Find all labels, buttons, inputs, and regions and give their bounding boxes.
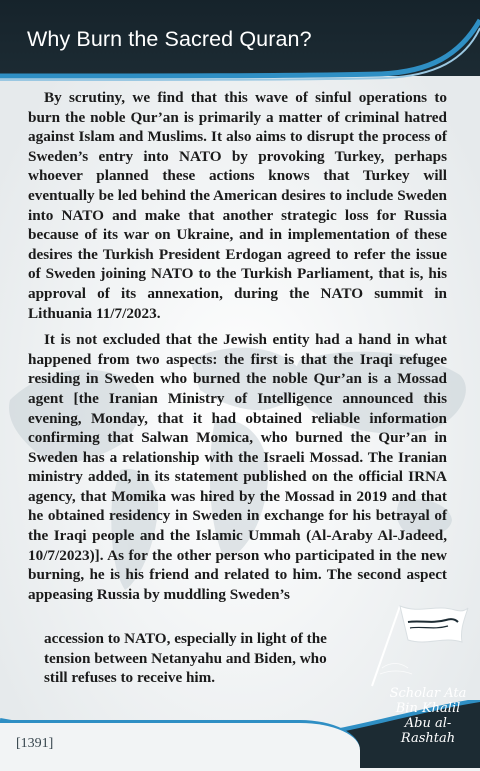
tail-line: accession to NATO, especially in light of the — [44, 630, 327, 647]
author-signature — [378, 686, 478, 746]
page-number: [1391] — [16, 736, 54, 751]
paragraph-2: It is not excluded that the Jewish entity had a hand in what happened from two aspects: the first is that the Iraqi refugee residing in Sweden who burned the noble Qur’an is a Mossad agent [the Iranian Ministry of Intelligence announced this evening, Monday, that it had obtained reliable information confirming that Salwan Momica, who burned the Qur’an in Sweden has a relationship with the Israeli Mossad. The Iranian ministry added, in its statement published on the official IRNA agency, that Momika was hired by the Mossad in 2019 and that he obtained residency in Sweden in exchange for his betrayal of the Iraqi people and the Islamic Ummah (Al-Araby Al-Jadeed, 10/7/2023)]. As for the other person who participated in the new burning, he is his friend and related to him. The second aspect appeasing Russia by muddling Sweden’s — [28, 331, 447, 603]
signature-line: Scholar Ata — [389, 686, 467, 701]
page-title: Why Burn the Sacred Quran? — [27, 27, 312, 51]
paragraph-1: By scrutiny, we find that this wave of sinful operations to burn the noble Qur’an is primarily a matter of criminal hatred against Islam and Muslims. It also aims to disrupt the process of Sweden’s entry into NATO by provoking Turkey, perhaps whoever planned these actions knows that Turkey will eventually be led behind the American desires to include Sweden into NATO and make that another strategic loss for Russia because of its war on Ukraine, and in implementation of these desires the Turkish President Erdogan agreed to refer the issue of Sweden joining NATO to the Turkish Parliament, that is, his approval of its annexation, during the NATO summit in Lithuania 11/7/2023. — [28, 89, 447, 322]
signature-line: Abu al-Rashtah — [400, 716, 456, 746]
article-body — [28, 88, 447, 604]
header-corner-swoosh — [0, 0, 480, 90]
signature-line: Bin Khalil — [395, 701, 461, 716]
flag-logo-icon — [360, 596, 470, 691]
tail-line: tension between Netanyahu and Biden, who — [44, 649, 327, 667]
paragraph-2-tail — [44, 629, 344, 688]
footer-light-strip — [0, 720, 360, 771]
tail-line: still refuses to receive him. — [44, 669, 216, 687]
